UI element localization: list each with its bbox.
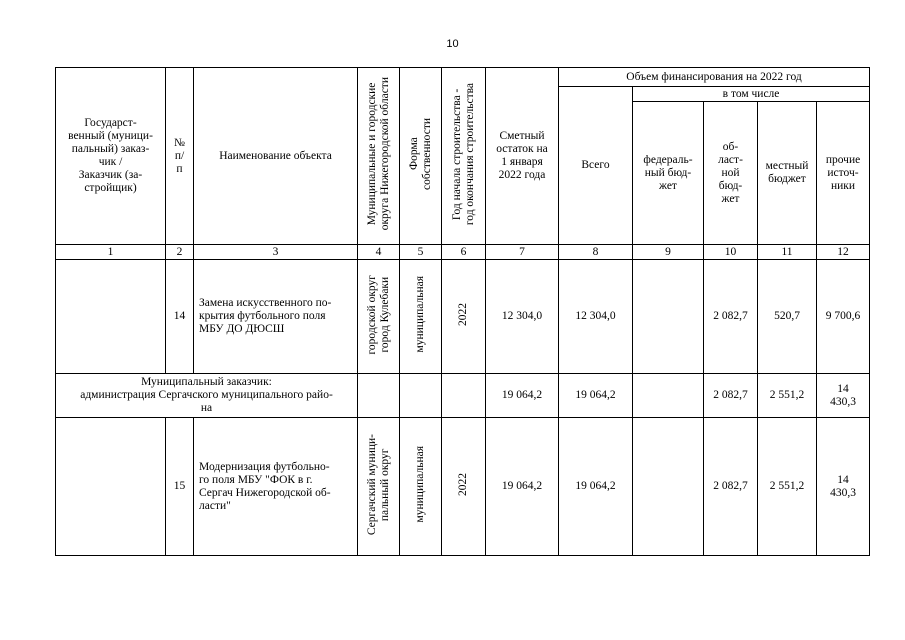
row14-num: 14 (166, 260, 194, 374)
column-number: 2 (166, 245, 194, 260)
row14-other: 9 700,6 (817, 260, 870, 374)
customer-row (56, 374, 870, 418)
customer-total: 19 064,2 (559, 374, 633, 418)
header-ownership: Форма собственности (400, 68, 442, 245)
row14-customer-cell (56, 260, 166, 374)
header-estimate-balance: Сметный остаток на 1 января 2022 года (486, 68, 559, 245)
column-number: 12 (817, 245, 870, 260)
header-regional: об- ласт- ной бюд- жет (704, 102, 758, 245)
row15-object-name: Модернизация футбольно- го поля МБУ "ФОК в г. Сергач Нижегородской об- ласти" (194, 418, 358, 556)
row15-ownership: муниципальная (400, 418, 442, 556)
column-number: 4 (358, 245, 400, 260)
row14-estimate: 12 304,0 (486, 260, 559, 374)
header-funding-volume: Объем финансирования на 2022 год (559, 68, 870, 87)
header-years: Год начала строительства - год окончания строительства (442, 68, 486, 245)
customer-label: Муниципальный заказчик: администрация Сергачского муниципального райо- на (56, 374, 358, 418)
row15-num: 15 (166, 418, 194, 556)
header-total: Всего (559, 87, 633, 245)
row15-local: 2 551,2 (758, 418, 817, 556)
column-number: 3 (194, 245, 358, 260)
row15-regional: 2 082,7 (704, 418, 758, 556)
header-municipality: Муниципальные и городские округа Нижегородской области (358, 68, 400, 245)
row14-object-name: Замена искусственного по- крытия футбольного поля МБУ ДО ДЮСШ (194, 260, 358, 374)
financing-table (55, 67, 870, 556)
column-number-row (56, 245, 870, 260)
row15-total: 19 064,2 (559, 418, 633, 556)
row14-local: 520,7 (758, 260, 817, 374)
customer-municipality-empty (358, 374, 400, 418)
row15-year: 2022 (442, 418, 486, 556)
row14-federal (633, 260, 704, 374)
customer-other: 14 430,3 (817, 374, 870, 418)
header-local: местный бюджет (758, 102, 817, 245)
header-federal: федераль- ный бюд- жет (633, 102, 704, 245)
customer-ownership-empty (400, 374, 442, 418)
header-including: в том числе (633, 87, 870, 102)
column-number: 7 (486, 245, 559, 260)
row15-estimate: 19 064,2 (486, 418, 559, 556)
header-object-name: Наименование объекта (194, 68, 358, 245)
row15-federal (633, 418, 704, 556)
row14-ownership: муниципальная (400, 260, 442, 374)
column-number: 10 (704, 245, 758, 260)
table-row (56, 418, 870, 556)
header-customer: Государст- венный (муници- пальный) заказ- чик / Заказчик (за- стройщик) (56, 68, 166, 245)
customer-regional: 2 082,7 (704, 374, 758, 418)
customer-year-empty (442, 374, 486, 418)
customer-federal (633, 374, 704, 418)
row14-regional: 2 082,7 (704, 260, 758, 374)
table-row (56, 260, 870, 374)
column-number: 11 (758, 245, 817, 260)
header-row-1 (56, 68, 870, 87)
header-num: № п/ п (166, 68, 194, 245)
row14-total: 12 304,0 (559, 260, 633, 374)
row14-municipality: городской округ город Кулебаки (358, 260, 400, 374)
row14-year: 2022 (442, 260, 486, 374)
customer-estimate: 19 064,2 (486, 374, 559, 418)
page-number: 10 (446, 38, 459, 50)
row15-customer-cell (56, 418, 166, 556)
column-number: 1 (56, 245, 166, 260)
row15-municipality: Сергачский муници- пальный округ (358, 418, 400, 556)
customer-local: 2 551,2 (758, 374, 817, 418)
column-number: 9 (633, 245, 704, 260)
column-number: 6 (442, 245, 486, 260)
column-number: 8 (559, 245, 633, 260)
row15-other: 14 430,3 (817, 418, 870, 556)
header-other: прочие источ- ники (817, 102, 870, 245)
column-number: 5 (400, 245, 442, 260)
